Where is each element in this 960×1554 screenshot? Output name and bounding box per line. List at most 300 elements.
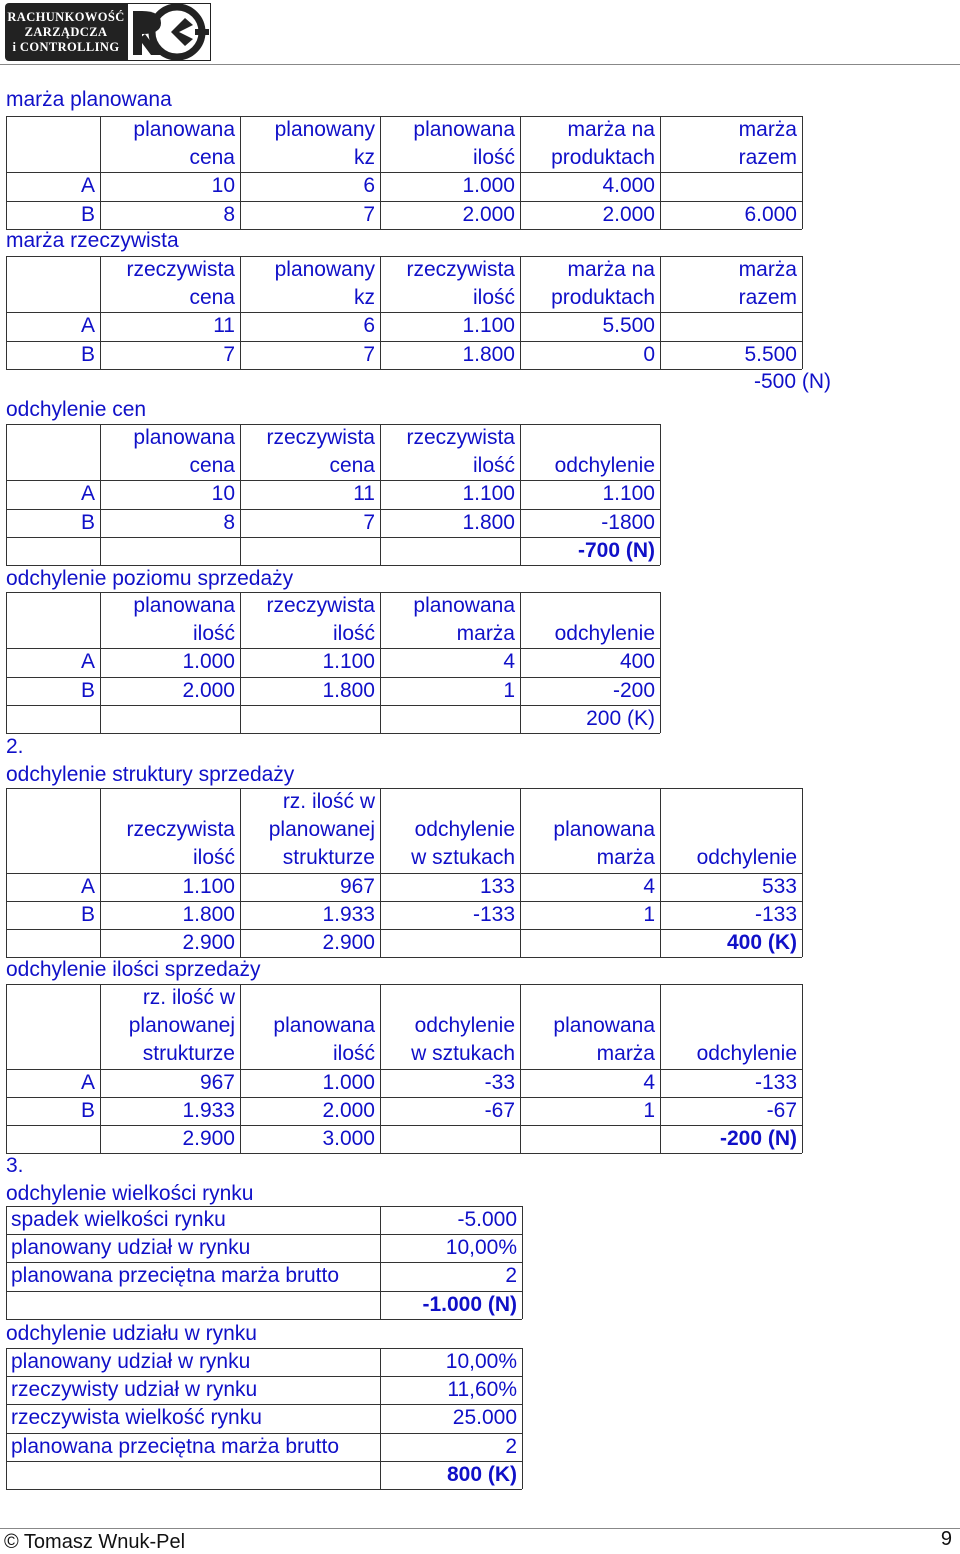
column-header: odchylenie — [554, 622, 655, 646]
table-cell: 4 — [643, 1070, 655, 1094]
row-label: planowany udział w rynku — [11, 1350, 251, 1373]
header-row — [0, 816, 960, 844]
grid-line-vertical — [380, 312, 381, 368]
grid-line-vertical — [380, 648, 381, 733]
header-divider — [0, 64, 960, 65]
header-row — [0, 116, 960, 144]
column-header: odchylenie — [696, 846, 797, 870]
table-cell: 1.100 — [462, 314, 515, 338]
grid-line-horizontal — [6, 1376, 522, 1377]
column-header: planowana — [273, 1014, 375, 1038]
grid-line-vertical — [802, 873, 803, 958]
table-cell: -5.000 — [457, 1208, 517, 1231]
grid-line-vertical — [240, 984, 241, 1069]
table-cell: 133 — [479, 874, 515, 898]
table-row — [0, 1125, 960, 1153]
column-header: w sztukach — [411, 1042, 515, 1066]
grid-line-vertical — [520, 648, 521, 733]
grid-line-horizontal — [6, 116, 802, 117]
grid-line-vertical — [6, 648, 7, 733]
grid-line-vertical — [240, 256, 241, 312]
column-header: planowanej — [268, 818, 375, 842]
logo-line-2: ZARZĄDCZA — [24, 25, 108, 39]
grid-line-horizontal — [6, 509, 660, 510]
grid-line-horizontal — [6, 1069, 802, 1070]
row-label: planowana przeciętna marża brutto — [11, 1434, 340, 1458]
table-cell: 10,00% — [445, 1350, 517, 1373]
column-header: marża na — [567, 118, 655, 141]
grid-line-vertical — [240, 480, 241, 565]
grid-line-vertical — [240, 873, 241, 958]
list-item — [0, 1348, 960, 1376]
column-header: planowana — [553, 818, 655, 842]
header-row — [0, 424, 960, 452]
column-header: ilość — [192, 622, 235, 646]
row-key: A — [80, 314, 95, 338]
grid-line-vertical — [520, 424, 521, 480]
grid-line-vertical — [6, 1206, 7, 1319]
column-header: ilość — [192, 846, 235, 870]
list-item — [0, 1206, 960, 1234]
header-row — [0, 620, 960, 648]
table-row — [0, 677, 960, 705]
table-cell: 1 — [643, 902, 655, 926]
table-cell: 2.000 — [602, 202, 655, 226]
table-cell: 6 — [363, 174, 375, 198]
grid-line-horizontal — [6, 1234, 522, 1235]
table-cell: 1.000 — [462, 174, 515, 198]
grid-line-vertical — [802, 312, 803, 368]
table-cell: -200 — [612, 678, 655, 702]
table-row — [0, 172, 960, 200]
column-header: produktach — [551, 286, 655, 310]
table-row — [0, 873, 960, 901]
table-cell: 2.900 — [182, 931, 235, 954]
column-header: strukturze — [142, 1042, 235, 1066]
table-row — [0, 341, 960, 369]
grid-line-vertical — [6, 873, 7, 958]
header-row — [0, 1040, 960, 1068]
grid-line-vertical — [520, 116, 521, 172]
column-header: marża — [596, 846, 655, 870]
row-key: A — [80, 874, 95, 898]
table-cell: -67 — [484, 1098, 515, 1122]
table-cell: 10 — [211, 482, 235, 506]
grid-line-vertical — [100, 1069, 101, 1154]
header-row — [0, 592, 960, 620]
grid-line-horizontal — [6, 1489, 522, 1490]
grid-line-horizontal — [6, 592, 660, 593]
logo-line-1: RACHUNKOWOŚĆ — [7, 10, 125, 24]
logo-mark-icon — [127, 3, 211, 61]
header-row — [0, 844, 960, 872]
grid-line-horizontal — [6, 312, 802, 313]
grid-line-horizontal — [6, 424, 660, 425]
grid-line-vertical — [380, 984, 381, 1069]
grid-line-horizontal — [6, 1262, 522, 1263]
table-cell: -33 — [484, 1070, 515, 1094]
grid-line-horizontal — [6, 201, 802, 202]
header-row — [0, 284, 960, 312]
column-header: planowana — [553, 1014, 655, 1038]
table-cell: 11,60% — [447, 1378, 517, 1402]
column-header: strukturze — [282, 846, 375, 870]
row-key: B — [80, 1098, 95, 1122]
grid-line-vertical — [660, 788, 661, 873]
grid-line-vertical — [660, 592, 661, 648]
table-cell: 8 — [223, 202, 235, 226]
row-key: A — [80, 650, 95, 674]
table-cell: 1 — [643, 1098, 655, 1122]
grid-line-vertical — [520, 592, 521, 648]
grid-line-vertical — [660, 480, 661, 565]
column-header: ilość — [472, 146, 515, 170]
table-cell: 800 (K) — [446, 1462, 517, 1486]
grid-line-vertical — [6, 312, 7, 368]
grid-line-vertical — [802, 984, 803, 1069]
grid-line-vertical — [6, 480, 7, 565]
table-cell: 1.800 — [182, 902, 235, 926]
grid-line-vertical — [240, 172, 241, 228]
table-cell: 1.100 — [602, 482, 655, 506]
grid-line-vertical — [380, 1069, 381, 1154]
grid-line-horizontal — [6, 1097, 802, 1098]
grid-line-horizontal — [6, 1433, 522, 1434]
table-row — [0, 509, 960, 537]
grid-line-horizontal — [6, 1348, 522, 1349]
table-cell: 4 — [643, 874, 655, 898]
grid-line-vertical — [660, 172, 661, 228]
grid-line-vertical — [380, 873, 381, 958]
row-label: spadek wielkości rynku — [11, 1208, 226, 1231]
column-header: rzeczywista — [266, 594, 375, 617]
footer-author: © Tomasz Wnuk-Pel — [4, 1531, 186, 1553]
grid-line-horizontal — [6, 172, 802, 173]
list-item — [0, 1291, 960, 1319]
grid-line-horizontal — [6, 929, 802, 930]
column-header: planowany — [274, 118, 375, 141]
section-number: 3. — [6, 1154, 24, 1177]
column-header: rzeczywista — [406, 258, 515, 281]
table-cell: 1.100 — [462, 482, 515, 506]
row-label: rzeczywisty udział w rynku — [11, 1378, 258, 1402]
header-row — [0, 144, 960, 172]
table-cell: 4.000 — [602, 174, 655, 198]
table-cell: -700 (N) — [577, 538, 655, 562]
table-cell: 1.100 — [182, 874, 235, 898]
table-cell: 2 — [505, 1264, 517, 1288]
row-key: B — [80, 510, 95, 534]
grid-line-vertical — [240, 592, 241, 648]
column-header: planowany — [274, 258, 375, 281]
grid-line-horizontal — [6, 1153, 802, 1154]
footer-divider — [0, 1528, 960, 1529]
table-cell: -67 — [766, 1098, 797, 1122]
section-title: odchylenie udziału w rynku — [6, 1322, 257, 1345]
column-header: rz. ilość w — [142, 986, 235, 1009]
grid-line-vertical — [660, 424, 661, 480]
column-header: cena — [189, 454, 235, 478]
grid-line-horizontal — [6, 256, 802, 257]
grid-line-vertical — [6, 172, 7, 228]
section-title: odchylenie poziomu sprzedaży — [6, 567, 294, 590]
header-row — [0, 984, 960, 1012]
grid-line-vertical — [520, 788, 521, 873]
column-header: marża — [738, 118, 797, 141]
column-header: razem — [738, 286, 797, 310]
header-row — [0, 256, 960, 284]
grid-line-vertical — [802, 116, 803, 172]
grid-line-horizontal — [6, 901, 802, 902]
table-row — [0, 1097, 960, 1125]
column-header: ilość — [472, 454, 515, 478]
section-title: marża rzeczywista — [6, 229, 179, 252]
column-header: marża — [456, 622, 515, 646]
grid-line-horizontal — [6, 1125, 802, 1126]
grid-line-horizontal — [6, 873, 802, 874]
list-item — [0, 1461, 960, 1489]
grid-line-horizontal — [6, 1291, 522, 1292]
table-row — [0, 1069, 960, 1097]
grid-line-vertical — [100, 592, 101, 648]
row-key: A — [80, 1070, 95, 1094]
grid-line-horizontal — [6, 537, 660, 538]
grid-line-vertical — [380, 788, 381, 873]
grid-line-vertical — [522, 1348, 523, 1489]
section-result-note: -500 (N) — [753, 370, 831, 393]
table-cell: 1.800 — [462, 510, 515, 534]
grid-line-vertical — [802, 788, 803, 873]
list-item — [0, 1404, 960, 1432]
grid-line-vertical — [6, 1069, 7, 1154]
row-label: planowany udział w rynku — [11, 1236, 251, 1260]
table-cell: 1.000 — [322, 1070, 375, 1094]
grid-line-vertical — [660, 648, 661, 733]
grid-line-vertical — [100, 480, 101, 565]
grid-line-horizontal — [6, 705, 660, 706]
column-header: ilość — [332, 622, 375, 646]
column-header: ilość — [332, 1042, 375, 1066]
column-header: rzeczywista — [126, 258, 235, 281]
grid-line-vertical — [660, 256, 661, 312]
section-title: marża planowana — [6, 88, 172, 111]
grid-line-horizontal — [6, 733, 660, 734]
table-cell: 3.000 — [322, 1127, 375, 1150]
table-cell: 533 — [761, 874, 797, 898]
column-header: odchylenie — [696, 1042, 797, 1066]
table-cell: 5.500 — [744, 342, 797, 366]
row-label: planowana przeciętna marża brutto — [11, 1264, 340, 1288]
grid-line-vertical — [100, 984, 101, 1069]
column-header: ilość — [472, 286, 515, 310]
column-header: cena — [329, 454, 375, 478]
column-header: cena — [189, 286, 235, 310]
row-key: B — [80, 342, 95, 366]
grid-line-horizontal — [6, 788, 802, 789]
grid-line-vertical — [6, 424, 7, 480]
table-cell: 7 — [223, 342, 235, 366]
grid-line-vertical — [6, 256, 7, 312]
table-cell: -133 — [754, 1070, 797, 1094]
grid-line-vertical — [380, 424, 381, 480]
grid-line-vertical — [380, 1206, 381, 1319]
table-cell: 4 — [503, 650, 515, 674]
list-item — [0, 1376, 960, 1404]
column-header: planowanej — [128, 1014, 235, 1038]
column-header: odchylenie — [414, 818, 515, 842]
grid-line-vertical — [380, 1348, 381, 1489]
table-cell: 1.933 — [322, 902, 375, 926]
table-row — [0, 705, 960, 733]
grid-line-vertical — [520, 984, 521, 1069]
table-cell: 5.500 — [602, 314, 655, 338]
section-title: odchylenie cen — [6, 398, 147, 421]
table-cell: 7 — [363, 202, 375, 226]
table-row — [0, 537, 960, 565]
grid-line-vertical — [520, 480, 521, 565]
grid-line-horizontal — [6, 341, 802, 342]
header-row — [0, 452, 960, 480]
column-header: planowana — [133, 118, 235, 141]
grid-line-vertical — [380, 116, 381, 172]
column-header: w sztukach — [411, 846, 515, 870]
column-header: rz. ilość w — [282, 790, 375, 813]
table-row — [0, 901, 960, 929]
grid-line-horizontal — [6, 1404, 522, 1405]
table-cell: 25.000 — [452, 1406, 517, 1430]
section-number: 2. — [6, 735, 24, 758]
table-row — [0, 929, 960, 957]
grid-line-vertical — [660, 312, 661, 368]
grid-line-vertical — [520, 172, 521, 228]
grid-line-vertical — [100, 172, 101, 228]
logo-line-3: i CONTROLLING — [12, 40, 120, 54]
table-row — [0, 312, 960, 340]
page-number: 9 — [940, 1528, 952, 1550]
grid-line-vertical — [100, 788, 101, 873]
row-key: B — [80, 678, 95, 702]
grid-line-horizontal — [6, 480, 660, 481]
row-key: B — [80, 902, 95, 926]
column-header: planowana — [413, 594, 515, 617]
table-cell: 0 — [643, 342, 655, 366]
grid-line-vertical — [240, 648, 241, 733]
grid-line-horizontal — [6, 1206, 522, 1207]
column-header: produktach — [551, 146, 655, 170]
table-cell: -133 — [754, 902, 797, 926]
column-header: odchylenie — [414, 1014, 515, 1038]
grid-line-vertical — [100, 256, 101, 312]
table-cell: 2.000 — [322, 1098, 375, 1122]
table-cell: 1.933 — [182, 1098, 235, 1122]
column-header: odchylenie — [554, 454, 655, 478]
table-cell: 1.000 — [182, 650, 235, 674]
table-cell: 2.900 — [182, 1127, 235, 1150]
header-row — [0, 1012, 960, 1040]
grid-line-vertical — [520, 312, 521, 368]
table-cell: 6 — [363, 314, 375, 338]
column-header: planowana — [133, 426, 235, 449]
grid-line-vertical — [660, 1069, 661, 1154]
grid-line-vertical — [380, 172, 381, 228]
column-header: planowana — [413, 118, 515, 141]
table-cell: 7 — [363, 342, 375, 366]
grid-line-vertical — [802, 1069, 803, 1154]
row-key: A — [80, 174, 95, 198]
grid-line-vertical — [100, 116, 101, 172]
column-header: rzeczywista — [126, 818, 235, 842]
column-header: kz — [354, 286, 375, 310]
table-row — [0, 648, 960, 676]
column-header: planowana — [133, 594, 235, 617]
grid-line-vertical — [100, 648, 101, 733]
table-cell: 2.000 — [182, 678, 235, 702]
row-label: rzeczywista wielkość rynku — [11, 1406, 262, 1430]
grid-line-horizontal — [6, 984, 802, 985]
table-cell: 6.000 — [744, 202, 797, 226]
row-key: A — [80, 482, 95, 506]
grid-line-vertical — [240, 1069, 241, 1154]
list-item — [0, 1234, 960, 1262]
grid-line-vertical — [520, 873, 521, 958]
table-cell: 1 — [503, 678, 515, 702]
table-cell: 2.900 — [322, 931, 375, 954]
table-cell: 11 — [213, 314, 235, 338]
table-cell: 2 — [505, 1434, 517, 1458]
section-title: odchylenie ilości sprzedaży — [6, 958, 261, 981]
table-cell: -1800 — [601, 510, 655, 534]
grid-line-vertical — [802, 256, 803, 312]
column-header: cena — [189, 146, 235, 170]
table-cell: 200 (K) — [586, 706, 655, 730]
list-item — [0, 1262, 960, 1290]
grid-line-vertical — [660, 116, 661, 172]
table-cell: 1.800 — [462, 342, 515, 366]
list-item — [0, 1433, 960, 1461]
column-header: marża — [738, 258, 797, 281]
grid-line-vertical — [660, 873, 661, 958]
table-cell: -133 — [472, 902, 515, 926]
table-cell: 967 — [339, 874, 375, 898]
grid-line-vertical — [522, 1206, 523, 1319]
table-cell: -200 (N) — [719, 1127, 797, 1150]
table-cell: 400 (K) — [726, 931, 797, 954]
column-header: rzeczywista — [266, 426, 375, 449]
table-cell: 10 — [211, 174, 235, 198]
table-row — [0, 201, 960, 229]
table-cell: 8 — [223, 510, 235, 534]
grid-line-horizontal — [6, 648, 660, 649]
grid-line-vertical — [6, 984, 7, 1069]
table-cell: 2.000 — [462, 202, 515, 226]
grid-line-horizontal — [6, 677, 660, 678]
page-header — [0, 0, 960, 66]
header-row — [0, 788, 960, 816]
grid-line-vertical — [660, 984, 661, 1069]
logo — [5, 3, 211, 61]
grid-line-vertical — [380, 256, 381, 312]
table-cell: 11 — [353, 482, 375, 506]
table-cell: 1.100 — [322, 650, 375, 674]
grid-line-vertical — [6, 788, 7, 873]
grid-line-vertical — [6, 1348, 7, 1489]
table-cell: 10,00% — [445, 1236, 517, 1260]
section-title: odchylenie struktury sprzedaży — [6, 763, 295, 786]
row-key: B — [80, 202, 95, 226]
grid-line-vertical — [802, 172, 803, 228]
table-cell: 967 — [199, 1070, 235, 1094]
grid-line-vertical — [240, 788, 241, 873]
